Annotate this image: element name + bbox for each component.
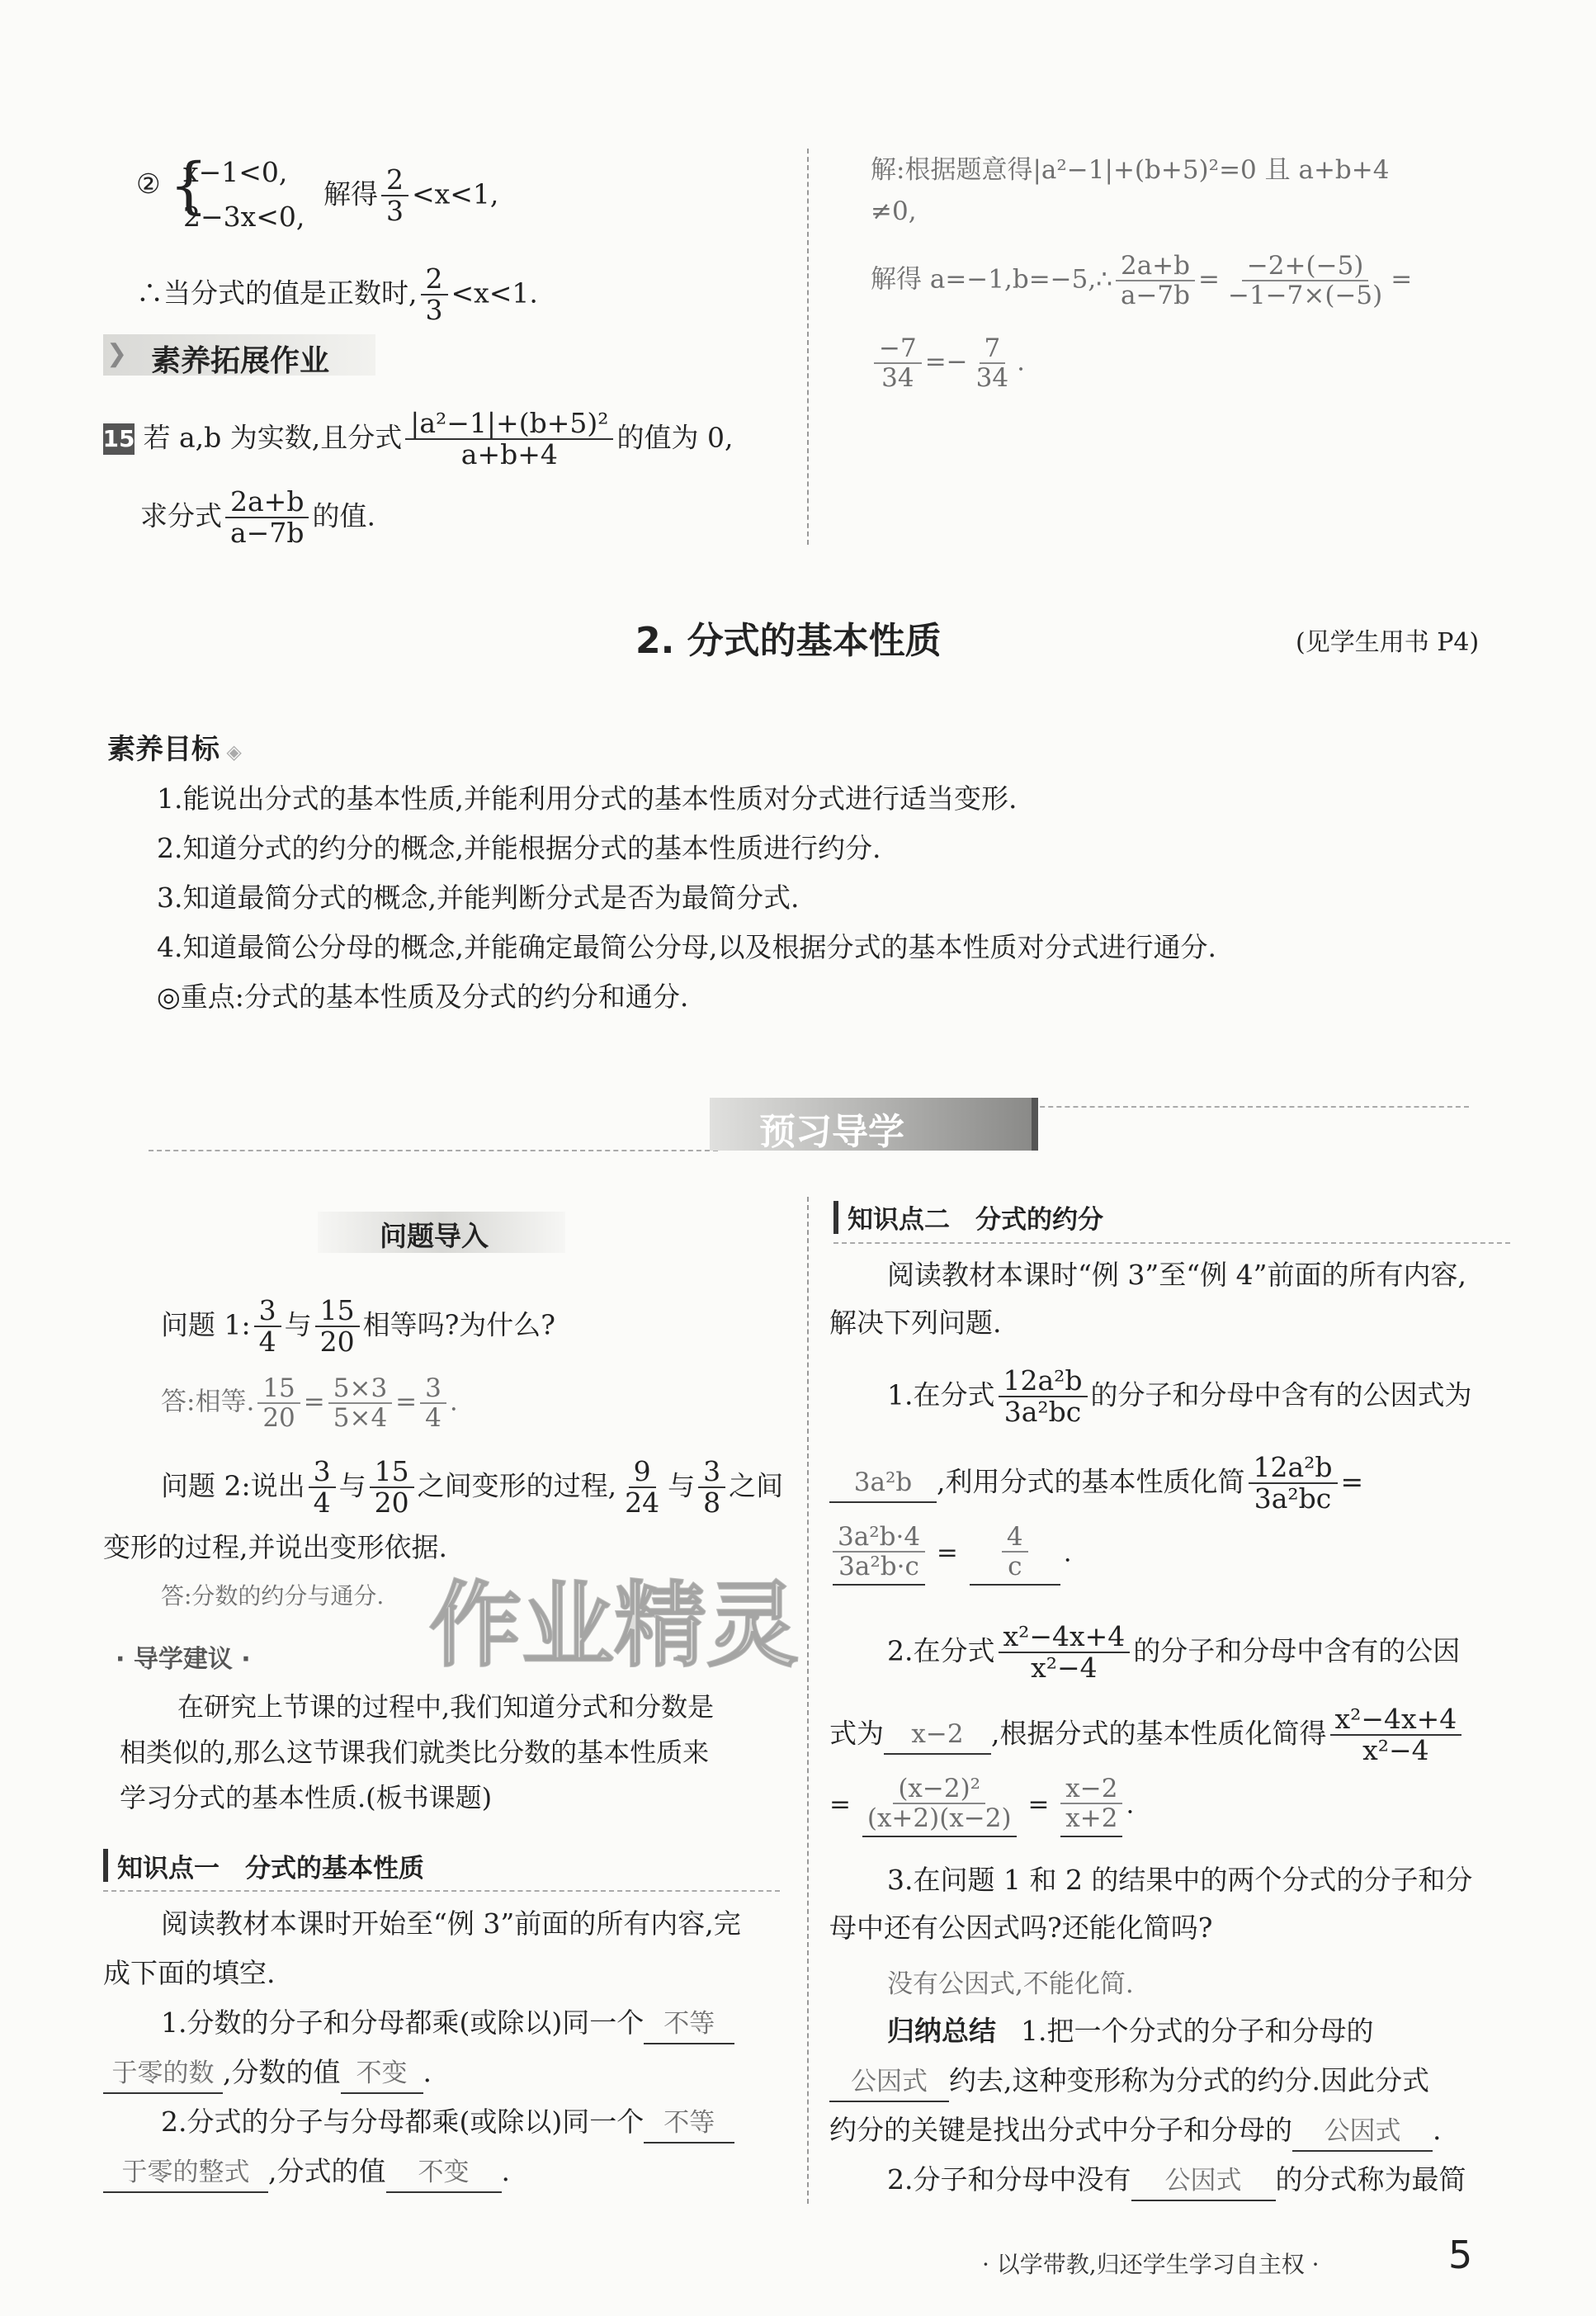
question-2-line2: 变形的过程,并说出变形依据. [103, 1531, 447, 1563]
goals-heading: 素养目标 ◈ [107, 733, 242, 766]
section-title: 2. 分式的基本性质 [635, 620, 942, 662]
answer-1: 答:相等. $\frac{15}{20}$ = $\frac{5\times 3}{5\times 4}$ = $\frac{3}{4}$ . [161, 1373, 458, 1434]
kp2-blank-1c: $\frac{4}{c}$ [970, 1523, 1060, 1586]
arrow-icon: ❯ [106, 339, 128, 368]
question-2: 问题 2:说出 $\frac{3}{4}$ 与 $\frac{15}{20}$ 之间变形的过程, $\frac{9}{24}$ 与 $\frac{3}{8}$ 之间 [161, 1455, 784, 1520]
kp2-blank-1a: 3a²b [829, 1463, 937, 1503]
summary-blank-1: 公因式 [829, 2063, 949, 2102]
footer-slogan: · 以学带教,归还学生学习自主权 · [982, 2251, 1320, 2278]
solution-line-2: ≠0, [871, 196, 917, 226]
kp2-read-line-1: 阅读教材本课时“例 3”至“例 4”前面的所有内容, [887, 1259, 1466, 1291]
kp2-blank-1b: $\frac{\text{3a²b·4}}{\text{3a²b·c}}$ [833, 1523, 925, 1586]
key-point: ◎重点:分式的基本性质及分式的约分和通分. [157, 981, 689, 1013]
goal-item-3: 3.知道最简分式的概念,并能判断分式是否为最简分式. [157, 881, 800, 914]
summary-label: 归纳总结 [887, 2015, 996, 2047]
banner-line-left [149, 1150, 718, 1151]
top-column-divider [807, 149, 809, 545]
kp2-item-1-line1: 1.在分式 $\frac{\text{12a²b}}{\text{3a²bc}}$ 的分子和分母中含有的公因式为 [887, 1364, 1472, 1429]
kp1-blank-1b: 于零的数 [103, 2054, 223, 2094]
kp2-item-2-line3: = $\frac{\text{(x−2)²}}{(x+2)(x-2)}$ = $\frac{x-2}{x+2}$ . [829, 1775, 1134, 1837]
kp2-item-2-line2: 式为 x−2 ,根据分式的基本性质化简得 $\frac{\text{x²−4x+4}}{\text{x²−4}}$ [829, 1704, 1465, 1766]
problem-15-line1: 15 若 a,b 为实数,且分式 $\frac{\text{|a²−1|+(b+5)²}}{a+b+4}$ 的值为 0, [102, 407, 734, 471]
summary-blank-3: 公因式 [1131, 2162, 1276, 2201]
section-reference: (见学生用书 P4) [1296, 628, 1480, 657]
kp2-read-line-2: 解决下列问题. [829, 1307, 1002, 1339]
system-line-2: 2−3x<0, [183, 201, 305, 233]
page-number: 5 [1448, 2233, 1473, 2277]
kp1-heading: 知识点一 分式的基本性质 [117, 1854, 424, 1884]
intro-heading: 问题导入 [318, 1212, 565, 1253]
banner-line-right [1023, 1106, 1469, 1108]
kp2-item-2-line1: 2.在分式 $\frac{\text{x²−4x+4}}{\text{x²−4}}$ 的分子和分母中含有的公因 [887, 1620, 1461, 1685]
kp2-underline [833, 1242, 1510, 1244]
solution-line-3: 解得 a=−1,b=−5,∴ $\frac{2a+b}{a-7b}$ = $\frac{-2+(-5)}{-1-7\times(-5)}$ = [871, 251, 1413, 311]
kp2-item-3-answer: 没有公因式,不能化简. [887, 1969, 1134, 1999]
kp2-heading: 知识点二 分式的约分 [848, 1205, 1103, 1235]
guide-line-1: 在研究上节课的过程中,我们知道分式和分数是 [177, 1691, 715, 1723]
extension-homework-heading: ❯ 素养拓展作业 [103, 334, 375, 376]
kp1-underline [103, 1890, 780, 1892]
system-line-1: x−1<0, [183, 156, 288, 188]
case-conclusion: ∴当分式的值是正数时, $\frac{2}{3}$ <x<1. [136, 262, 538, 327]
brace-icon: { [169, 150, 209, 221]
guide-line-3: 学习分式的基本性质.(板书课题) [120, 1782, 493, 1813]
goal-item-2: 2.知道分式的约分的概念,并能根据分式的基本性质进行约分. [157, 832, 881, 864]
kp2-item-1-line2: 3a²b ,利用分式的基本性质化简 $\frac{\text{12a²b}}{\text{3a²bc}}$ = [829, 1453, 1363, 1515]
kp1-read-line-1: 阅读教材本课时开始至“例 3”前面的所有内容,完 [161, 1907, 741, 1940]
case2-label: ② [136, 168, 161, 200]
kp1-item-2-line1: 2.分式的分子与分母都乘(或除以)同一个 不等 [161, 2103, 734, 2143]
kp2-blank-2b: $\frac{\text{(x−2)²}}{(x+2)(x-2)}$ [862, 1775, 1017, 1837]
preview-banner: 预习导学 [710, 1098, 1038, 1151]
diamond-icon: ◈ [220, 740, 242, 763]
summary-line-4: 2.分子和分母中没有 公因式 的分式称为最简 [887, 2161, 1466, 2201]
guide-line-2: 相类似的,那么这节课我们就类比分数的基本性质来 [120, 1737, 710, 1768]
question-1: 问题 1: $\frac{3}{4}$ 与 $\frac{15}{20}$ 相等吗?为什么? [161, 1294, 555, 1359]
kp1-blank-2c: 不变 [386, 2153, 502, 2193]
summary-blank-2: 公因式 [1292, 2112, 1433, 2152]
kp2-blank-2a: x−2 [884, 1715, 991, 1755]
goal-item-4: 4.知道最简公分母的概念,并能确定最简公分母,以及根据分式的基本性质对分式进行通分. [157, 931, 1216, 963]
kp1-blank-1c: 不变 [341, 2054, 423, 2094]
kp1-read-line-2: 成下面的填空. [103, 1957, 276, 1989]
kp2-item-3-line2: 母中还有公因式吗?还能化简吗? [829, 1912, 1213, 1944]
kp1-blank-1a: 不等 [644, 2005, 734, 2044]
kp1-marker [103, 1849, 108, 1882]
summary-line-2: 公因式 约去,这种变形称为分式的约分.因此分式 [829, 2062, 1429, 2102]
goal-item-1: 1.能说出分式的基本性质,并能利用分式的基本性质对分式进行适当变形. [157, 782, 1018, 815]
kp1-item-1-line1: 1.分数的分子和分母都乘(或除以)同一个 不等 [161, 2004, 734, 2044]
kp2-blank-2c: $\frac{x-2}{x+2}$ [1060, 1775, 1122, 1837]
kp2-marker [833, 1201, 838, 1234]
guide-heading: · 导学建议 · [116, 1645, 251, 1674]
kp2-item-1-line3: $\frac{\text{3a²b·4}}{\text{3a²b·c}}$ = $\frac{4}{c}$ . [829, 1523, 1072, 1586]
bottom-column-divider [807, 1197, 809, 2204]
case2-solution: 解得 $\frac{2}{3}$ <x<1, [323, 163, 499, 228]
solution-line-4: $\frac{-7}{34}$ =− $\frac{7}{34}$ . [871, 334, 1025, 392]
problem-15-line2: 求分式 $\frac{2a+b}{a-7b}$ 的值. [140, 485, 375, 550]
kp2-item-3-line1: 3.在问题 1 和 2 的结果中的两个分式的分子和分 [887, 1864, 1473, 1896]
answer-2: 答:分数的约分与通分. [161, 1582, 385, 1609]
kp1-blank-2b: 于零的整式 [103, 2153, 268, 2193]
solution-line-1: 解:根据题意得|a²−1|+(b+5)²=0 且 a+b+4 [871, 155, 1390, 185]
kp1-item-1-line2: 于零的数 ,分数的值 不变 . [103, 2054, 432, 2094]
watermark: 作业精灵 [429, 1572, 799, 1680]
kp1-item-2-line2: 于零的整式 ,分式的值 不变 . [103, 2153, 510, 2193]
summary-line-1: 归纳总结 1.把一个分式的分子和分母的 [887, 2015, 1374, 2047]
problem-number-badge: 15 [103, 423, 135, 455]
kp1-blank-2a: 不等 [644, 2104, 734, 2143]
summary-line-3: 约分的关键是找出分式中分子和分母的 公因式 . [829, 2111, 1442, 2152]
